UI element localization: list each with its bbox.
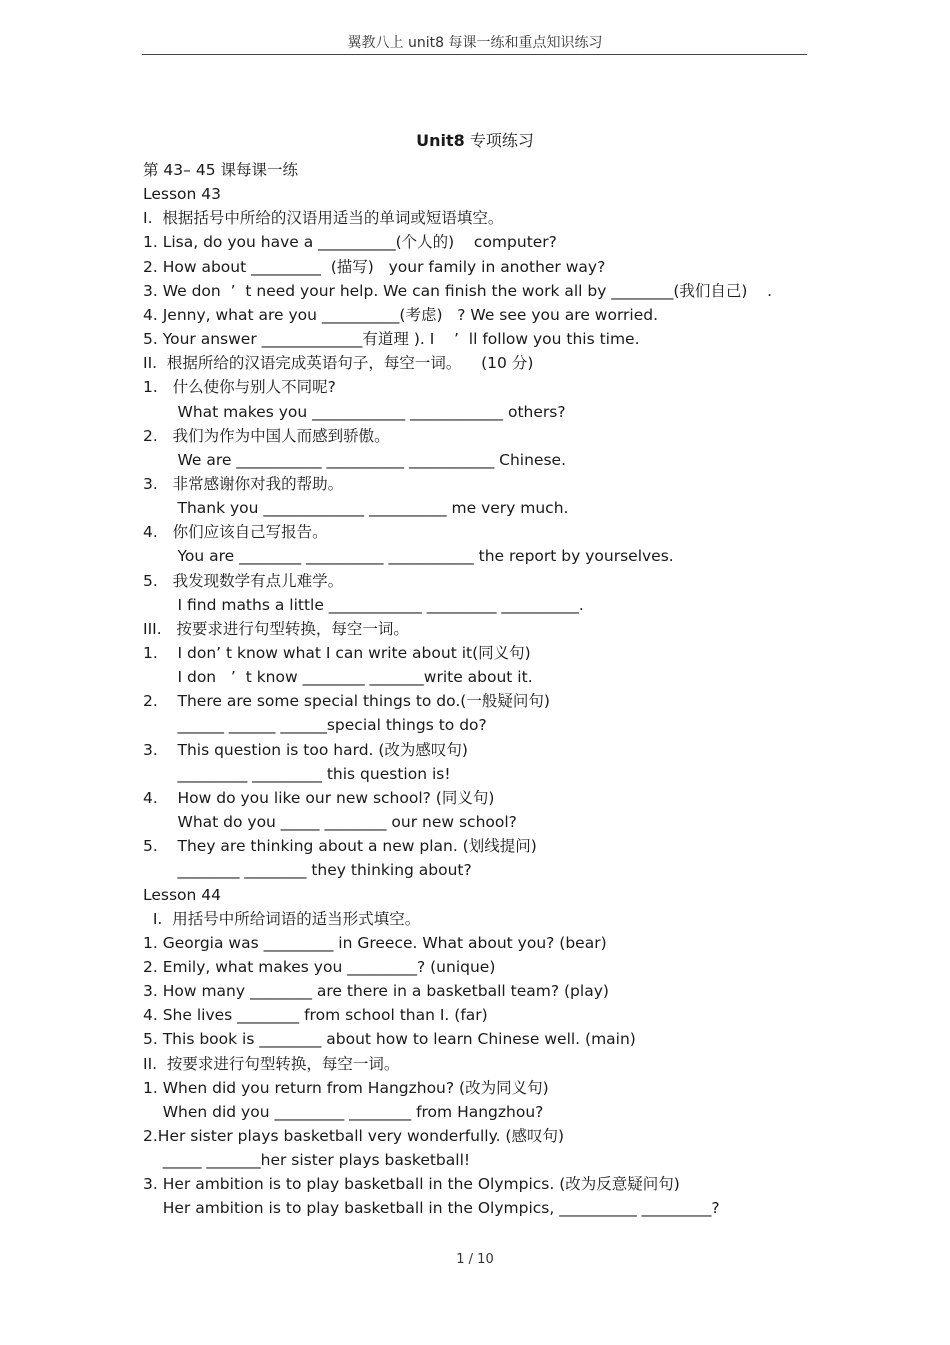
exercise-line: ________ ________ they thinking about? (143, 861, 472, 880)
exercise-line: 3. Her ambition is to play basketball in the Olympics. (改为反意疑问句) (143, 1175, 680, 1194)
exercise-line: I. 根据括号中所给的汉语用适当的单词或短语填空。 (143, 209, 504, 228)
exercise-line: ______ ______ ______special things to do? (143, 716, 487, 735)
exercise-line: When did you _________ ________ from Hangzhou? (143, 1102, 544, 1121)
exercise-line: _________ _________ this question is! (143, 764, 451, 783)
exercise-line: 3. This question is too hard. (改为感叹句) (143, 740, 468, 759)
title-rest: 专项练习 (464, 131, 534, 150)
exercise-line: What do you _____ ________ our new school? (143, 813, 517, 832)
exercise-line: 4. 你们应该自己写报告。 (143, 523, 328, 542)
running-header: 翼教八上 unit8 每课一练和重点知识练习 (347, 35, 603, 51)
exercise-line: 4. She lives ________ from school than I. (far) (143, 1006, 488, 1025)
exercise-line: Her ambition is to play basketball in the Olympics, __________ _________? (143, 1199, 720, 1218)
exercise-line: 2. Emily, what makes you _________? (unique) (143, 957, 496, 976)
exercise-line: I. 用括号中所给词语的适当形式填空。 (143, 909, 421, 928)
exercise-line: 3. How many ________ are there in a basketball team? (play) (143, 982, 609, 1001)
page-number: 1 / 10 (456, 1252, 494, 1267)
exercise-line: II. 按要求进行句型转换，每空一词。 (143, 1054, 400, 1073)
exercise-line: 1. Lisa, do you have a __________(个人的) computer? (143, 233, 557, 252)
exercise-line: 5. This book is ________ about how to learn Chinese well. (main) (143, 1030, 636, 1049)
exercise-line: 1. 什么使你与别人不同呢? (143, 378, 336, 397)
exercise-line: 5. Your answer _____________有道理 ). I ’ ll follow you this time. (143, 330, 640, 349)
exercise-line: 1. Georgia was _________ in Greece. What about you? (bear) (143, 933, 607, 952)
exercise-line: What makes you ____________ ____________ others? (143, 402, 566, 421)
exercise-line: Lesson 43 (143, 185, 222, 204)
exercise-line: 2.Her sister plays basketball very wonderfully. (感叹句) (143, 1127, 565, 1145)
page-title (0, 128, 950, 151)
exercise-line: 4. Jenny, what are you __________(考虑) ? We see you are worried. (143, 305, 659, 324)
exercise-line: Thank you _____________ __________ me very much. (143, 499, 569, 518)
exercise-line: 1. I don’ t know what I can write about it(同义句) (143, 644, 531, 662)
exercise-line: _____ _______her sister plays basketball! (143, 1151, 471, 1170)
exercise-line: 3. We don ’ t need your help. We can finish the work all by ________(我们自己) . (143, 281, 773, 300)
exercise-line: 5. They are thinking about a new plan. (划线提问) (143, 837, 537, 856)
exercise-line: 1. When did you return from Hangzhou? (改为同义句) (143, 1078, 549, 1097)
exercise-line: III. 按要求进行句型转换，每空一词。 (143, 619, 409, 638)
exercise-line: 5. 我发现数学有点儿难学。 (143, 571, 344, 590)
exercise-line: You are ________ __________ ___________ the report by yourselves. (143, 547, 674, 566)
exercise-line: 第 43– 45 课每课一练 (143, 161, 298, 179)
title-unit: Unit8 (416, 131, 465, 150)
exercise-line: We are ___________ __________ ___________ Chinese. (143, 450, 566, 469)
exercise-line: 2. How about _________ (描写) your family in another way? (143, 257, 606, 276)
exercise-line: 3. 非常感谢你对我的帮助。 (143, 474, 344, 493)
exercise-line: 2. There are some special things to do.(一般疑问句) (143, 692, 550, 711)
exercise-line: I don ’ t know ________ _______write about it. (143, 668, 533, 687)
exercise-line: II. 根据所给的汉语完成英语句子，每空一词。 (10 分) (143, 354, 534, 373)
exercise-line: 2. 我们为作为中国人而感到骄傲。 (143, 426, 390, 445)
header-divider (142, 54, 807, 55)
exercise-line: I find maths a little ____________ _________ __________. (143, 595, 584, 614)
exercise-line: 4. How do you like our new school? (同义句) (143, 788, 495, 807)
exercise-line: Lesson 44 (143, 885, 222, 904)
